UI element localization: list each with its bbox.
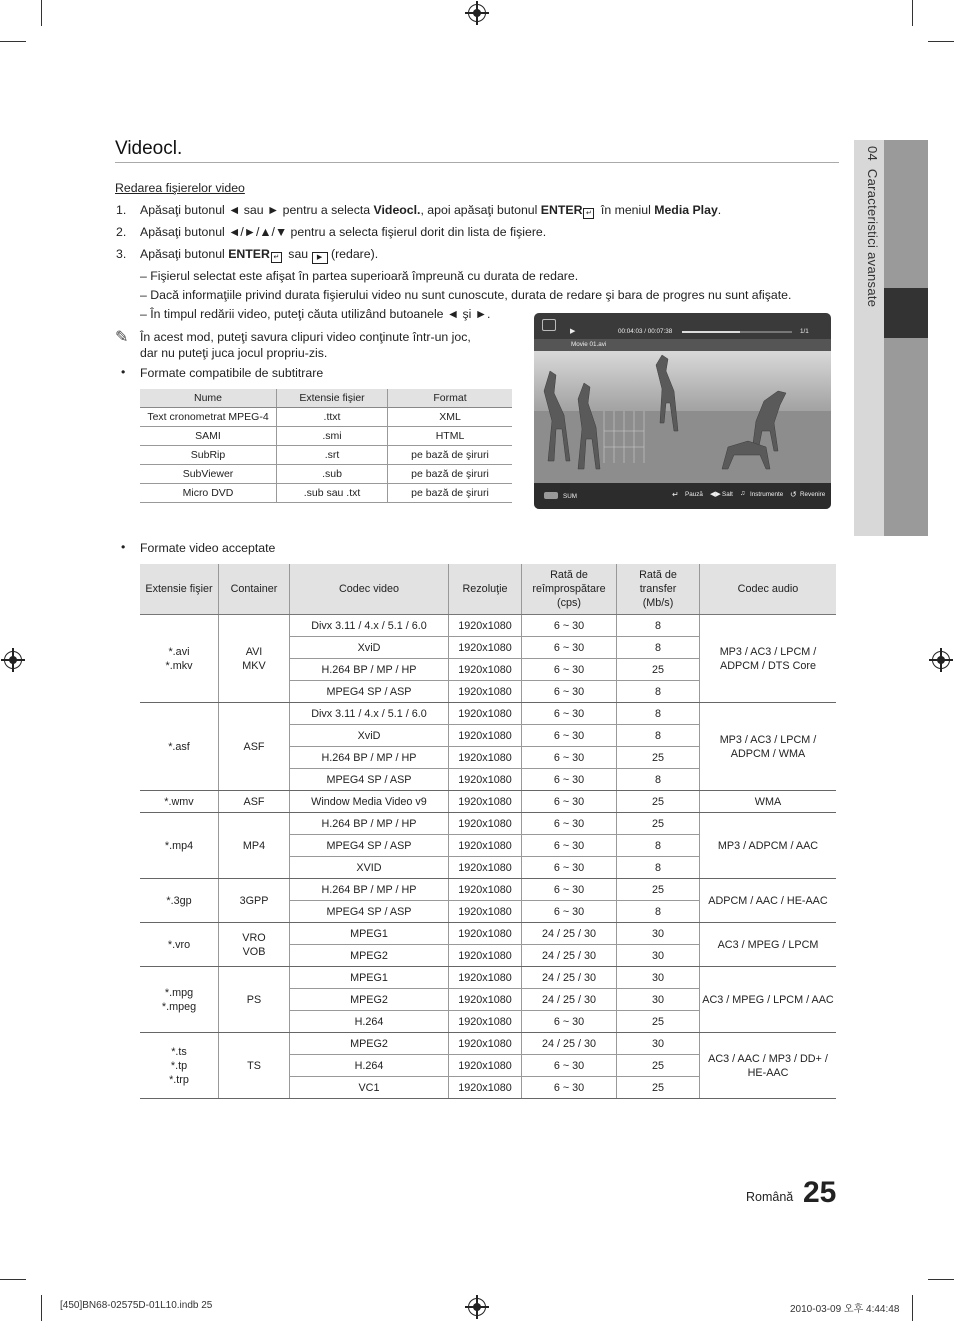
table-cell: MPEG4 SP / ASP: [290, 901, 449, 923]
table-cell: Divx 3.11 / 4.x / 5.1 / 6.0: [290, 703, 449, 725]
table-header: Nume: [140, 389, 277, 408]
film-icon: [542, 319, 556, 331]
table-cell: 6 ~ 30: [522, 835, 617, 857]
table-cell: 1920x1080: [449, 615, 522, 637]
table-cell: 6 ~ 30: [522, 681, 617, 703]
playback-time: 00:04:03 / 00:07:38: [618, 328, 673, 335]
table-cell: 25: [617, 1055, 700, 1077]
table-cell: 6 ~ 30: [522, 1011, 617, 1033]
table-cell: .srt: [277, 446, 388, 465]
control-pause: Pauză: [685, 491, 703, 498]
table-cell: 6 ~ 30: [522, 747, 617, 769]
note-text-line: dar nu puteţi juca jocul propriu-zis.: [140, 346, 328, 360]
table-cell: *.3gp: [140, 879, 219, 923]
table-cell: 30: [617, 923, 700, 945]
table-cell: 1920x1080: [449, 769, 522, 791]
table-cell: MPEG2: [290, 1033, 449, 1055]
table-row: [140, 427, 512, 446]
table-cell: 1920x1080: [449, 835, 522, 857]
table-cell: 24 / 25 / 30: [522, 989, 617, 1011]
table-cell: pe bază de şiruri: [388, 484, 513, 503]
table-cell: ASF: [219, 703, 290, 791]
table-cell: 1920x1080: [449, 1011, 522, 1033]
dash-note: – Dacă informaţiile privind durata fişierului video nu sunt cunoscute, durata de redare şi bara de progres nu sunt afişate.: [140, 288, 792, 302]
table-cell: 24 / 25 / 30: [522, 945, 617, 967]
table-cell: PS: [219, 967, 290, 1033]
enter-icon: ↵: [672, 490, 679, 499]
crop-mark: [0, 41, 26, 42]
table-cell: 1920x1080: [449, 681, 522, 703]
table-header: Extensie fişier: [140, 564, 219, 615]
table-cell: MPEG1: [290, 967, 449, 989]
table-cell: *.avi *.mkv: [140, 615, 219, 703]
crop-mark: [928, 1279, 954, 1280]
table-row: [140, 408, 512, 427]
table-cell: 1920x1080: [449, 945, 522, 967]
table-cell: 1920x1080: [449, 703, 522, 725]
table-cell: XviD: [290, 725, 449, 747]
table-cell: 25: [617, 1011, 700, 1033]
table-header: Format: [388, 389, 513, 408]
page-number: 25: [803, 1176, 837, 1209]
table-cell: .sub sau .txt: [277, 484, 388, 503]
table-cell: TS: [219, 1033, 290, 1099]
registration-mark: [468, 1298, 486, 1316]
table-cell: AVI MKV: [219, 615, 290, 703]
table-cell: *.mp4: [140, 813, 219, 879]
table-row: [140, 879, 836, 901]
table-cell: 30: [617, 945, 700, 967]
table-cell: .ttxt: [277, 408, 388, 427]
table-cell: 8: [617, 769, 700, 791]
player-control-bar: [534, 483, 831, 509]
file-name: Movie 01.avi: [571, 341, 607, 348]
print-info-left: [450]BN68-02575D-01L10.indb 25: [60, 1300, 213, 1311]
registration-mark: [4, 651, 22, 669]
footer-language: Română: [746, 1190, 794, 1204]
table-cell: H.264 BP / MP / HP: [290, 747, 449, 769]
table-cell: WMA: [700, 791, 837, 813]
table-cell: 3GPP: [219, 879, 290, 923]
table-cell: H.264: [290, 1055, 449, 1077]
table-row: [140, 615, 836, 637]
table-cell: *.mpg *.mpeg: [140, 967, 219, 1033]
sidebar-marker: [884, 288, 928, 338]
table-cell: 1920x1080: [449, 1077, 522, 1099]
table-cell: 6 ~ 30: [522, 659, 617, 681]
subsection-heading: Redarea fişierelor video: [115, 181, 245, 195]
table-cell: H.264 BP / MP / HP: [290, 879, 449, 901]
table-cell: 1920x1080: [449, 725, 522, 747]
table-cell: 1920x1080: [449, 791, 522, 813]
table-cell: MPEG2: [290, 989, 449, 1011]
table-cell: 30: [617, 989, 700, 1011]
table-cell: AC3 / MPEG / LPCM: [700, 923, 837, 967]
table-cell: 25: [617, 747, 700, 769]
table-cell: VC1: [290, 1077, 449, 1099]
control-tools: Instrumente: [750, 491, 784, 498]
table-cell: pe bază de şiruri: [388, 446, 513, 465]
table-cell: 1920x1080: [449, 967, 522, 989]
print-info-right: 2010-03-09 오후 4:44:48: [790, 1304, 900, 1315]
step-number: 1.: [116, 203, 127, 217]
table-cell: *.wmv: [140, 791, 219, 813]
table-header: Rezoluţie: [449, 564, 522, 615]
registration-mark: [932, 651, 950, 669]
table-cell: 6 ~ 30: [522, 791, 617, 813]
table-cell: ADPCM / AAC / HE-AAC: [700, 879, 837, 923]
table-cell: 6 ~ 30: [522, 901, 617, 923]
table-cell: 1920x1080: [449, 1055, 522, 1077]
control-return: Revenire: [800, 491, 826, 498]
control-skip: Salt: [722, 491, 733, 498]
table-cell: 6 ~ 30: [522, 857, 617, 879]
table-cell: 6 ~ 30: [522, 1077, 617, 1099]
table-cell: MP4: [219, 813, 290, 879]
table-cell: ASF: [219, 791, 290, 813]
bullet-icon: •: [121, 540, 126, 554]
section-title: Videocl.: [115, 138, 183, 159]
note-text-line: În acest mod, puteţi savura clipuri video conţinute într-un joc,: [140, 330, 471, 344]
table-row: [140, 967, 836, 989]
step-2: Apăsaţi butonul ◄/►/▲/▼ pentru a selecta fişierul dorit din lista de fişiere.: [140, 225, 547, 239]
bullet-subtitle-formats: Formate compatibile de subtitrare: [140, 366, 324, 380]
bullet-video-formats: Formate video acceptate: [140, 541, 276, 555]
table-cell: 1920x1080: [449, 857, 522, 879]
sidebar-band: [884, 140, 928, 536]
table-cell: Text cronometrat MPEG-4: [140, 408, 277, 427]
table-cell: H.264: [290, 1011, 449, 1033]
table-cell: 8: [617, 725, 700, 747]
table-header: Rată de transfer (Mb/s): [617, 564, 700, 615]
table-cell: MP3 / ADPCM / AAC: [700, 813, 837, 879]
table-cell: MPEG1: [290, 923, 449, 945]
crop-mark: [0, 1279, 26, 1280]
table-cell: XviD: [290, 637, 449, 659]
table-cell: 6 ~ 30: [522, 879, 617, 901]
table-cell: .sub: [277, 465, 388, 484]
table-header: Codec video: [290, 564, 449, 615]
step-3: Apăsaţi butonul ENTER ↵ sau ▶ (redare).: [140, 247, 378, 264]
crop-mark: [41, 1295, 42, 1321]
table-cell: *.vro: [140, 923, 219, 967]
table-cell: 24 / 25 / 30: [522, 1033, 617, 1055]
table-cell: XML: [388, 408, 513, 427]
table-cell: 8: [617, 615, 700, 637]
giraffe-illustration: [534, 351, 831, 483]
table-row: [140, 484, 512, 503]
table-cell: 6 ~ 30: [522, 769, 617, 791]
table-cell: MPEG2: [290, 945, 449, 967]
table-cell: 6 ~ 30: [522, 637, 617, 659]
table-row: [140, 446, 512, 465]
table-header: Extensie fişier: [277, 389, 388, 408]
table-cell: 6 ~ 30: [522, 813, 617, 835]
table-cell: Micro DVD: [140, 484, 277, 503]
table-cell: 30: [617, 967, 700, 989]
video-player-screenshot: [534, 313, 831, 509]
sum-icon: [544, 492, 558, 499]
table-cell: SubRip: [140, 446, 277, 465]
chapter-label: 04 Caracteristici avansate: [865, 146, 880, 308]
table-cell: 8: [617, 857, 700, 879]
crop-mark: [912, 0, 913, 26]
table-cell: H.264 BP / MP / HP: [290, 813, 449, 835]
sum-label: SUM: [563, 493, 577, 500]
table-cell: 1920x1080: [449, 659, 522, 681]
table-cell: Window Media Video v9: [290, 791, 449, 813]
table-cell: 1920x1080: [449, 747, 522, 769]
play-icon: ▶: [312, 252, 328, 264]
table-cell: MPEG4 SP / ASP: [290, 835, 449, 857]
table-cell: 30: [617, 1033, 700, 1055]
table-cell: VRO VOB: [219, 923, 290, 967]
table-cell: H.264 BP / MP / HP: [290, 659, 449, 681]
table-cell: 8: [617, 637, 700, 659]
step-number: 3.: [116, 247, 127, 261]
title-divider: [115, 162, 839, 163]
table-header: Container: [219, 564, 290, 615]
table-cell: MPEG4 SP / ASP: [290, 681, 449, 703]
table-cell: 24 / 25 / 30: [522, 923, 617, 945]
table-cell: 1920x1080: [449, 989, 522, 1011]
giraffe-scene: [534, 351, 831, 483]
tools-icon: ♫: [740, 490, 746, 497]
table-row: [140, 465, 512, 484]
table-cell: 25: [617, 659, 700, 681]
table-cell: XVID: [290, 857, 449, 879]
table-cell: 1920x1080: [449, 637, 522, 659]
table-cell: 1920x1080: [449, 879, 522, 901]
return-icon: ↺: [790, 490, 797, 499]
table-row: [140, 1033, 836, 1055]
table-cell: 8: [617, 681, 700, 703]
crop-mark: [912, 1295, 913, 1321]
enter-icon: ↵: [271, 252, 282, 263]
table-cell: MPEG4 SP / ASP: [290, 769, 449, 791]
registration-mark: [468, 4, 486, 22]
chapter-sidebar: [854, 140, 928, 536]
table-cell: SubViewer: [140, 465, 277, 484]
table-cell: 6 ~ 30: [522, 703, 617, 725]
note-pencil-icon: ✎: [115, 329, 129, 346]
table-cell: Divx 3.11 / 4.x / 5.1 / 6.0: [290, 615, 449, 637]
crop-mark: [928, 41, 954, 42]
table-cell: 25: [617, 879, 700, 901]
table-cell: 1920x1080: [449, 901, 522, 923]
table-cell: HTML: [388, 427, 513, 446]
subtitle-formats-table: [140, 389, 512, 503]
table-cell: 8: [617, 901, 700, 923]
table-cell: AC3 / MPEG / LPCM / AAC: [700, 967, 837, 1033]
video-formats-table: [140, 564, 836, 1099]
table-cell: 1920x1080: [449, 1033, 522, 1055]
file-count: 1/1: [800, 328, 809, 335]
table-cell: 1920x1080: [449, 923, 522, 945]
table-cell: *.ts *.tp *.trp: [140, 1033, 219, 1099]
table-cell: 8: [617, 835, 700, 857]
table-cell: AC3 / AAC / MP3 / DD+ / HE-AAC: [700, 1033, 837, 1099]
table-cell: 25: [617, 1077, 700, 1099]
table-cell: 6 ~ 30: [522, 1055, 617, 1077]
crop-mark: [41, 0, 42, 26]
table-cell: 1920x1080: [449, 813, 522, 835]
table-row: [140, 923, 836, 945]
skip-icon: ◀▶: [710, 491, 721, 498]
progress-bar: [682, 331, 792, 333]
play-icon: ▶: [570, 328, 576, 335]
table-cell: MP3 / AC3 / LPCM / ADPCM / DTS Core: [700, 615, 837, 703]
table-cell: 8: [617, 703, 700, 725]
table-row: [140, 703, 836, 725]
table-cell: 6 ~ 30: [522, 725, 617, 747]
table-cell: SAMI: [140, 427, 277, 446]
table-cell: pe bază de şiruri: [388, 465, 513, 484]
bullet-icon: •: [121, 365, 126, 379]
table-row: [140, 813, 836, 835]
table-cell: MP3 / AC3 / LPCM / ADPCM / WMA: [700, 703, 837, 791]
table-cell: 6 ~ 30: [522, 615, 617, 637]
table-cell: .smi: [277, 427, 388, 446]
table-cell: *.asf: [140, 703, 219, 791]
dash-note: – În timpul redării video, puteţi căuta utilizând butoanele ◄ şi ►.: [140, 307, 491, 321]
table-row: [140, 791, 836, 813]
table-cell: 25: [617, 813, 700, 835]
table-cell: 24 / 25 / 30: [522, 967, 617, 989]
step-number: 2.: [116, 225, 127, 239]
table-header: Codec audio: [700, 564, 837, 615]
enter-icon: ↵: [583, 208, 594, 219]
progress-fill: [682, 331, 740, 333]
dash-note: – Fişierul selectat este afişat în partea superioară împreună cu durata de redare.: [140, 269, 579, 283]
table-header: Rată de reîmprospătare (cps): [522, 564, 617, 615]
ground: [534, 411, 831, 483]
step-1: Apăsaţi butonul ◄ sau ► pentru a selecta Videocl., apoi apăsaţi butonul ENTER ↵ în meniul Media Play.: [140, 203, 722, 217]
table-cell: 25: [617, 791, 700, 813]
